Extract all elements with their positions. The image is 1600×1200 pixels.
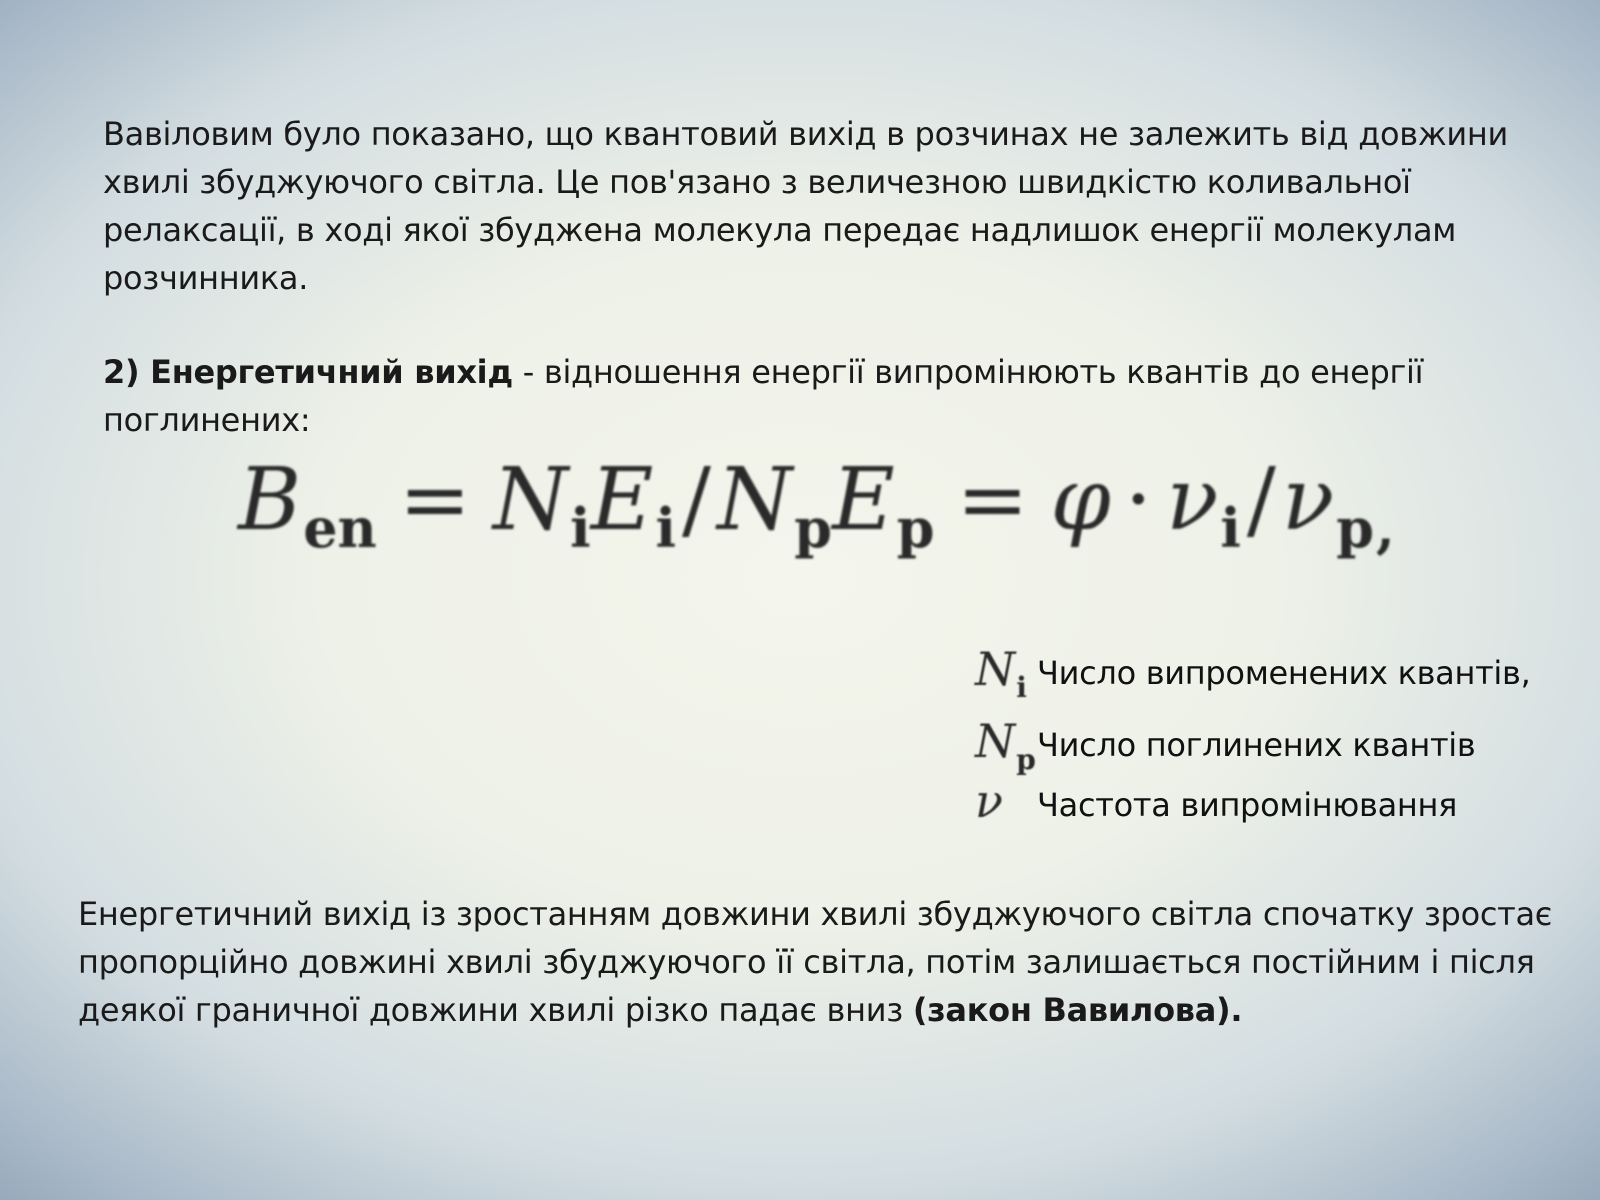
formula-slash-2: / xyxy=(1246,450,1276,550)
legend-symbol: $N_i$ xyxy=(975,642,1027,704)
formula-phi: φ xyxy=(1050,450,1111,550)
legend-text: Число поглинених квантів xyxy=(1037,726,1476,764)
paragraph-quantum-yield: Вавіловим було показано, що квантовий вихід в розчинах не залежить від довжини хвилі збуджуючого світла. Це пов'язано з величезною швидкістю коливальної релаксації, в ході якої збуджена молекула передає надлишок енергії молекулам розчинника. xyxy=(103,115,1509,297)
formula-nu2: ν xyxy=(1281,450,1335,550)
symbol-legend xyxy=(975,640,1575,838)
paragraph-energy-yield-definition xyxy=(103,348,1543,444)
formula-E1-sub: i xyxy=(655,496,676,560)
formula-equals-2: = xyxy=(956,450,1029,550)
paragraph-vavilov-law xyxy=(78,890,1568,1034)
legend-text: Число випроменених квантів, xyxy=(1037,654,1531,692)
legend-item xyxy=(975,772,1575,838)
formula-N1: N xyxy=(492,450,569,550)
formula-comma: , xyxy=(1375,496,1395,560)
formula-N2-sub: p xyxy=(794,496,832,560)
formula-E2: E xyxy=(831,450,895,550)
formula-N2: N xyxy=(716,450,793,550)
formula-N1-sub: i xyxy=(570,496,591,560)
legend-item xyxy=(975,640,1575,706)
formula-equals-1: = xyxy=(398,450,471,550)
definition-term: 2) Енергетичний вихід xyxy=(103,353,513,391)
formula-dot: · xyxy=(1124,450,1153,550)
legend-item xyxy=(975,712,1575,778)
legend-text: Частота випромінювання xyxy=(1037,786,1458,824)
formula-nu1: ν xyxy=(1166,450,1219,550)
formula-slash-1: / xyxy=(681,450,711,550)
formula-B: B xyxy=(238,450,302,550)
formula-E1: E xyxy=(590,450,654,550)
definition-text: - відношення енергії випромінюють квантів до енергії поглинених: xyxy=(103,353,1424,439)
vavilov-law-text: Енергетичний вихід із зростанням довжини хвилі збуджуючого світла спочатку зростає пропорційно довжині хвилі збуджуючого її світла, потім залишається постійним і після деякої граничної довжини хвилі різко падає вниз xyxy=(78,895,1553,1029)
formula-nu1-sub: i xyxy=(1220,496,1241,560)
energy-yield-formula xyxy=(238,450,1398,580)
formula-E2-sub: p xyxy=(896,496,935,560)
legend-symbol: $N_p$ xyxy=(975,714,1036,776)
formula-B-sub: en xyxy=(303,496,377,560)
vavilov-law-name: (закон Вавилова). xyxy=(912,991,1243,1029)
legend-symbol: ν xyxy=(975,774,1003,828)
formula-nu2-sub: p xyxy=(1336,496,1374,560)
